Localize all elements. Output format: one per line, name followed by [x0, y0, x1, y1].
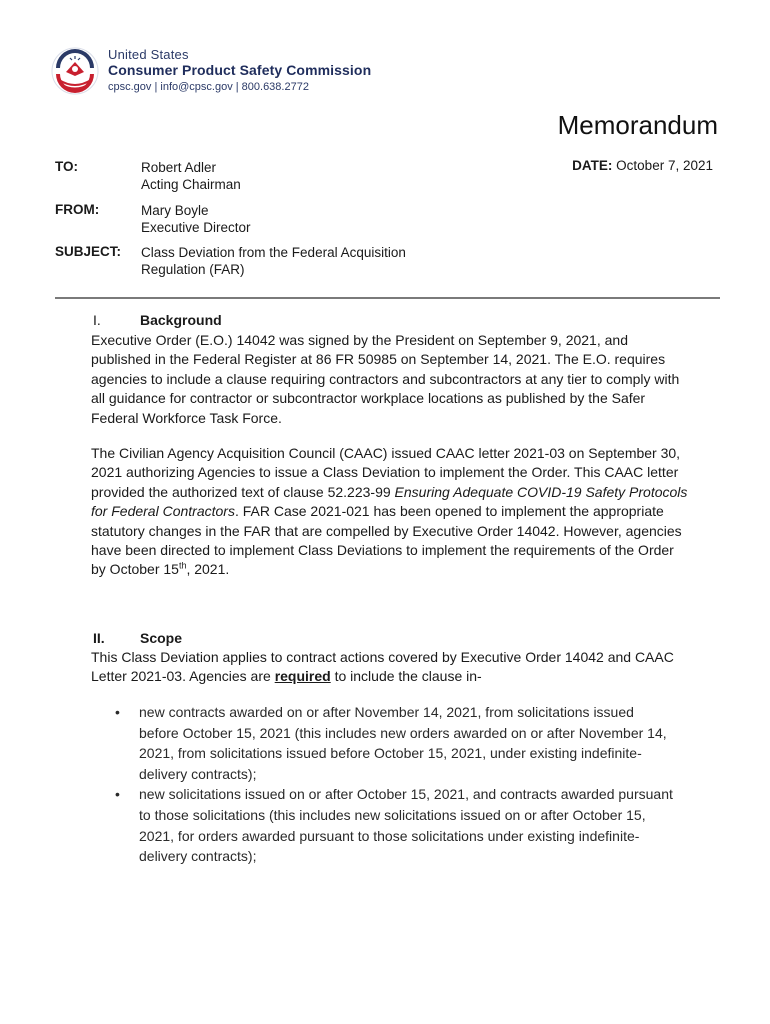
bullet-text: new solicitations issued on or after October 15, 2021, and contracts awarded pursuant to those solicitations (this includes new solicitations issued on or after October 15, 2021, for orders awarded pursuant to those solicitations under existing indefinite-delivery contracts);	[139, 786, 673, 865]
from-label: FROM:	[55, 202, 100, 217]
bullet-icon: •	[115, 786, 120, 803]
org-name: Consumer Product Safety Commission	[108, 62, 372, 78]
org-country: United States	[108, 47, 189, 62]
to-name: Robert Adler	[141, 160, 217, 175]
date-line	[572, 158, 713, 173]
date-value: October 7, 2021	[616, 158, 713, 173]
org-contact: cpsc.gov | info@cpsc.gov | 800.638.2772	[108, 81, 309, 93]
scope-bullet-list	[115, 702, 675, 867]
date-label: DATE:	[572, 158, 613, 173]
cpsc-logo	[50, 44, 430, 100]
section-1-body	[91, 331, 691, 580]
section-2-number: II.	[93, 630, 105, 646]
to-title: Acting Chairman	[141, 177, 241, 192]
clause-title: Ensuring Adequate COVID-19 Safety Protocols for Federal Contractors	[91, 483, 688, 520]
required-emphasis: required	[274, 668, 331, 685]
header-divider	[55, 297, 720, 299]
from-title: Executive Director	[141, 220, 251, 235]
list-item	[115, 702, 675, 784]
subject-text	[141, 244, 406, 278]
subject-line-2: Regulation (FAR)	[141, 262, 245, 277]
section-1-number: I.	[93, 312, 101, 328]
section-1-paragraph-2: The Civilian Agency Acquisition Council (CAAC) issued CAAC letter 2021-03 on September 30, 2021 authorizing Agencies to issue a Class Deviation to implement the Order. This CAAC letter provided the authorized text of clause 52.223-99 Ensuring Adequate COVID-19 Safety Protocols for Federal Contractors. FAR Case 2021-021 has been opened to implement the appropriate statutory changes in the FAR that are compelled by Executive Order 14042. However, agencies have been directed to implement Class Deviations to implement the requirements of the Order by October 15th, 2021.	[91, 445, 688, 578]
to-label: TO:	[55, 159, 78, 174]
subject-line-1: Class Deviation from the Federal Acquisition	[141, 245, 406, 260]
from-sender	[141, 202, 251, 236]
section-1-heading: Background	[140, 312, 222, 328]
bullet-text: new contracts awarded on or after November 14, 2021, from solicitations issued before October 15, 2021 (this includes new orders awarded on or after November 14, 2021, from solicitations issued before October 15, 2021, under existing indefinite-delivery contracts);	[139, 704, 667, 782]
to-recipient	[141, 159, 241, 193]
from-name: Mary Boyle	[141, 203, 209, 218]
section-2-paragraph: This Class Deviation applies to contract actions covered by Executive Order 14042 and CAAC Letter 2021-03. Agencies are required to include the clause in-	[91, 649, 674, 685]
section-1-paragraph-1: Executive Order (E.O.) 14042 was signed by the President on September 9, 2021, and published in the Federal Register at 86 FR 50985 on September 14, 2021. The E.O. requires agencies to include a clause requiring contractors and subcontractors at any tier to comply with all guidance for contractor or subcontractor workplace locations as published by the Safer Federal Workforce Task Force.	[91, 332, 680, 426]
section-2-body	[91, 648, 691, 687]
bullet-icon: •	[115, 704, 120, 720]
cpsc-seal-icon	[50, 46, 100, 96]
subject-label: SUBJECT:	[55, 244, 122, 259]
memo-title: Memorandum	[557, 110, 718, 140]
section-2-heading: Scope	[140, 630, 183, 646]
list-item	[115, 784, 675, 866]
